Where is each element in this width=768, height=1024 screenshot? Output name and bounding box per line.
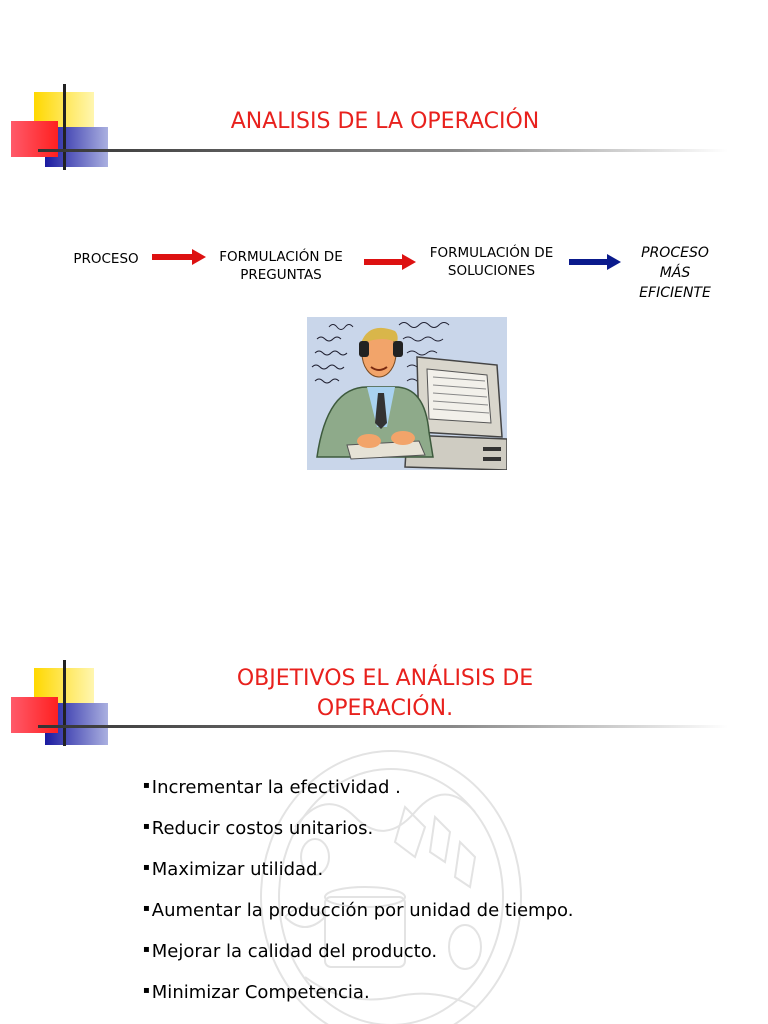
flow-step-label: FORMULACIÓN DE: [429, 245, 554, 261]
arrow-right-icon: [569, 254, 621, 270]
flow-step-label: EFICIENTE: [639, 285, 711, 301]
list-item: ▪ Minimizar Competencia.: [143, 982, 370, 1003]
arrow-right-icon: [364, 254, 416, 270]
bullet-icon: ▪: [143, 944, 150, 955]
list-item: ▪ Aumentar la producción por unidad de tiempo.: [143, 900, 574, 921]
deco-horizontal-rule: [38, 725, 728, 728]
list-item: ▪ Reducir costos unitarios.: [143, 818, 374, 839]
list-item: ▪ Incrementar la efectividad .: [143, 777, 401, 798]
flow-step-label: PREGUNTAS: [240, 267, 322, 283]
flow-step-label: PROCESO: [73, 251, 139, 267]
slide-title: [150, 664, 620, 724]
flow-step-formulacion-soluciones: [414, 244, 569, 280]
bullet-icon: ▪: [143, 903, 150, 914]
flow-step-label: PROCESO: [641, 245, 709, 261]
flow-step-formulacion-preguntas: [206, 248, 356, 284]
list-item: ▪ Mejorar la calidad del producto.: [143, 941, 438, 962]
flow-step-proceso: [62, 250, 150, 268]
flow-step-label: SOLUCIONES: [447, 263, 536, 279]
slide-title-line: OBJETIVOS EL ANÁLISIS DE: [236, 666, 534, 691]
corner-decoration: [0, 0, 768, 180]
flow-step-proceso-eficiente: [620, 243, 730, 303]
deco-vertical-line: [63, 84, 66, 170]
bullet-icon: ▪: [143, 862, 150, 873]
slide-title: ANALISIS DE LA OPERACIÓN: [230, 109, 540, 134]
flow-step-label: FORMULACIÓN DE: [219, 249, 343, 265]
list-item: ▪ Maximizar utilidad.: [143, 859, 324, 880]
man-at-computer-clipart: [307, 317, 507, 470]
bullet-icon: ▪: [143, 821, 150, 832]
slide-title-line: OPERACIÓN.: [316, 696, 454, 721]
bullet-icon: ▪: [143, 985, 150, 996]
flow-step-label: MÁS: [659, 265, 691, 281]
slide-2: [0, 512, 768, 1024]
objectives-list: [143, 774, 583, 1020]
deco-vertical-line: [63, 660, 66, 746]
arrow-right-icon: [152, 249, 206, 265]
bullet-icon: ▪: [143, 780, 150, 791]
deco-horizontal-rule: [38, 149, 728, 152]
